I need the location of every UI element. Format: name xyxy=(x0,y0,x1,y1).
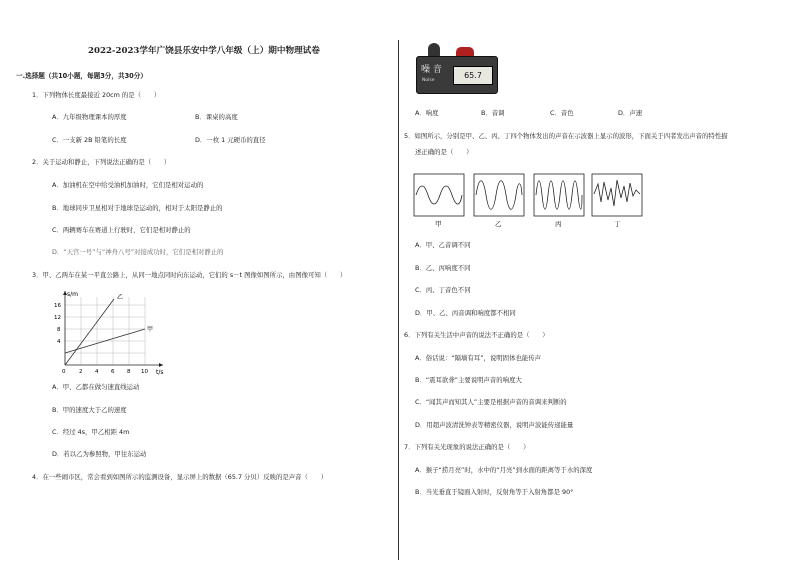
q2-option-b: B．地球同步卫星相对于地球是运动的，相对于太阳是静止的 xyxy=(52,204,223,212)
q5-option-b: B．乙、丙响度不同 xyxy=(415,264,471,272)
section-heading: 一.选择题（共10小题，每题3分，共30分） xyxy=(16,72,147,80)
q5-option-a: A．甲、乙音调不同 xyxy=(415,241,471,249)
meter-reading: 65.7 xyxy=(453,66,493,85)
q1-option-d: D．一枚 1 元硬币的直径 xyxy=(195,136,266,144)
q6-stem: 6．下列有关生活中声音的说法不正确的是（ ） xyxy=(404,331,549,339)
graph-xlabel: t/s xyxy=(156,369,164,376)
q6-option-d: D．用超声波清洗钟表等精密仪器，说明声波能传递能量 xyxy=(415,421,574,429)
paper-title: 2022-2023学年广饶县乐安中学八年级（上）期中物理试卷 xyxy=(88,46,320,56)
wave-bing xyxy=(536,181,582,210)
waveform-frame-bing xyxy=(534,174,584,216)
microphone-icon xyxy=(428,43,440,57)
graph-ylabel: s/m xyxy=(67,291,78,298)
q6-option-c: C．“闻其声而知其人”主要是根据声音的音调来判断的 xyxy=(415,398,567,406)
wave-label: 丁 xyxy=(614,220,621,228)
q1-stem: 1．下列物体长度最接近 20cm 的是（ ） xyxy=(32,91,161,99)
q4-option-c: C．音色 xyxy=(550,109,574,117)
xtick: 0 xyxy=(62,369,66,375)
q2-option-a: A．加油机在空中给受油机加油时，它们是相对运动的 xyxy=(52,181,204,189)
q3-option-a: A．甲、乙都在做匀速直线运动 xyxy=(52,383,140,391)
q4-option-d: D．声速 xyxy=(618,109,643,117)
xtick: 2 xyxy=(79,369,83,375)
column-divider xyxy=(398,40,399,560)
q3-option-c: C．经过 4s，甲乙相距 4m xyxy=(52,428,130,436)
wave-ding xyxy=(594,180,640,206)
q4-stem: 4．在一些闹市区，常会看到如图所示的监测设备，显示屏上的数据（65.7 分贝）反映的是声音（ ） xyxy=(32,473,328,481)
q5-option-d: D．甲、乙、丙音调和响度都不相同 xyxy=(415,309,516,317)
q7-option-b: B．当光垂直于镜面入射时，反射角等于入射角都是 90° xyxy=(415,488,574,496)
meter-sublabel: Noise xyxy=(422,78,435,83)
q6-option-b: B．“震耳欲聋”主要说明声音的响度大 xyxy=(415,376,522,384)
q7-stem: 7．下列有关光现象的说法正确的是（ ） xyxy=(404,443,530,451)
ytick: 8 xyxy=(57,327,61,333)
q4-option-b: B．音调 xyxy=(481,109,505,117)
q2-option-d: D．“天宫一号”与“神舟八号”对接成功时，它们是相对静止的 xyxy=(52,248,224,256)
ytick: 12 xyxy=(54,315,61,321)
waveform-frame-yi xyxy=(474,174,524,216)
xtick: 10 xyxy=(141,369,148,375)
wave-label: 乙 xyxy=(495,220,502,228)
q1-option-b: B．课桌的高度 xyxy=(195,113,238,121)
ytick: 4 xyxy=(57,339,61,345)
q2-stem: 2．关于运动和静止，下列说法正确的是（ ） xyxy=(32,158,171,166)
xtick: 8 xyxy=(127,369,131,375)
waveform-figure xyxy=(412,172,652,228)
xtick: 4 xyxy=(95,369,99,375)
q5-option-c: C．丙、丁音色不同 xyxy=(415,286,471,294)
st-graph xyxy=(45,285,175,377)
q6-option-a: A．俗话说：“隔墙有耳”，说明固体也能传声 xyxy=(415,354,542,362)
meter-label: 噪 音 xyxy=(421,65,442,75)
waveform-frame-jia xyxy=(414,174,464,216)
q5-stem-cont: 述正确的是（ ） xyxy=(415,148,473,156)
wave-yi xyxy=(476,181,522,210)
label-jia: 甲 xyxy=(147,326,154,333)
q3-option-b: B．甲的速度大于乙的速度 xyxy=(52,406,127,414)
noise-meter xyxy=(412,40,498,94)
q3-option-d: D．若以乙为参照物，甲往东运动 xyxy=(52,450,147,458)
q4-option-a: A．响度 xyxy=(415,109,439,117)
q1-option-a: A．九年级物理课本的厚度 xyxy=(52,113,127,121)
ytick: 16 xyxy=(54,303,61,309)
q7-option-a: A．猴子“捞月亮”时，水中的“月亮”到水面的距离等于水的深度 xyxy=(415,466,593,474)
q2-option-c: C．两辆赛车在赛道上行驶时，它们是相对静止的 xyxy=(52,226,191,234)
line-yi xyxy=(65,299,114,365)
wave-label: 甲 xyxy=(435,220,442,228)
q3-stem: 3．甲、乙两车在某一平直公路上，从同一地点同时向东运动，它们的 s－t 图像如图所示，由图像可知（ ） xyxy=(32,271,347,279)
wave-jia xyxy=(416,186,462,204)
xtick: 6 xyxy=(111,369,115,375)
q1-option-c: C．一支新 2B 铅笔的长度 xyxy=(52,136,127,144)
wave-label: 丙 xyxy=(555,220,562,228)
label-yi: 乙 xyxy=(117,294,124,301)
q5-stem: 5．如图所示，分别是甲、乙、丙、丁四个物体发出的声音在示波器上显示的波形，下面关于四者发出声音的特性描 xyxy=(404,132,728,140)
